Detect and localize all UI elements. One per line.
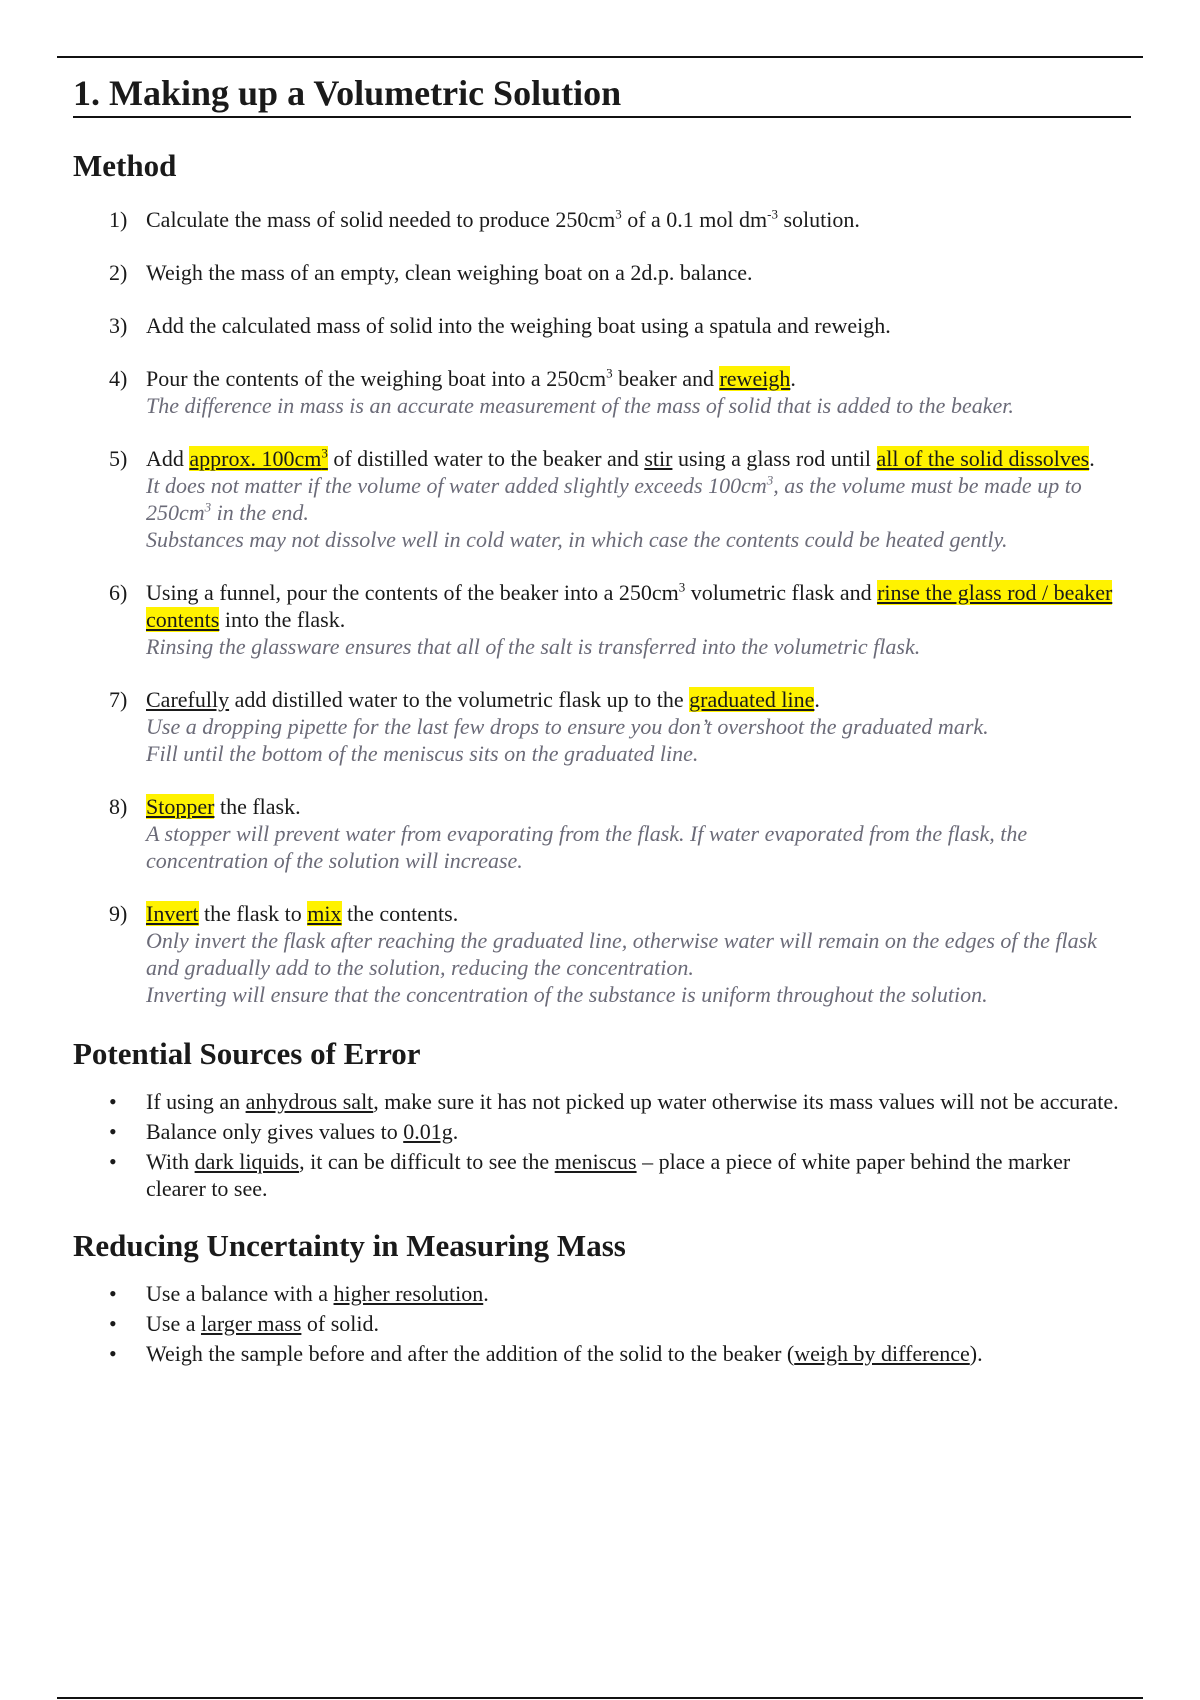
bullet-icon: • (109, 1119, 117, 1144)
step-9-note-1: Only invert the flask after reaching the graduated line, otherwise water will remain on the edges of the flask and gradually add to the solution, reducing the concentration. (146, 928, 1097, 980)
step-6: 6) Using a funnel, pour the contents of the beaker into a $250cm^3$ volumetric flask and rinse the glass rod / beaker contents into the flask. Rinsing the glassware ensures that all of the salt is transferred into the volumetric flask. (73, 579, 1131, 660)
step-1: 1) Calculate the mass of solid needed to produce $250cm^3$ of a 0.1 mol $dm^{-3}$ solution. (109, 206, 860, 232)
step-7-note-1: Use a dropping pipette for the last few drops to ensure you don’t overshoot the graduated mark. (146, 714, 989, 739)
step-9: 9) Invert the flask to mix the contents. Only invert the flask after reaching the graduated line, otherwise water will remain on the edges of the flask and gradually add to the solution, reducing the concentration. Inverting will ensure that the concentration of the substance is uniform throughout the solution. (73, 900, 1131, 1008)
list-item: • Balance only gives values to 0.01g. (109, 1119, 459, 1144)
bullet-icon: • (109, 1149, 117, 1174)
list-item: • Use a balance with a higher resolution. (109, 1281, 489, 1306)
bullet-icon: • (109, 1311, 117, 1336)
list-item: • Weigh the sample before and after the addition of the solid to the beaker (weigh by difference). (109, 1341, 983, 1366)
bottom-rule (57, 1697, 1143, 1699)
step-6-note: Rinsing the glassware ensures that all of the salt is transferred into the volumetric flask. (146, 634, 921, 659)
list-item: • With dark liquids, it can be difficult to see the meniscus – place a piece of white paper behind the marker clearer to see. (109, 1149, 1071, 1201)
bullet-icon: • (109, 1089, 117, 1114)
step-4: 4) Pour the contents of the weighing boat into a $250cm^3$ beaker and reweigh. The difference in mass is an accurate measurement of the mass of solid that is added to the beaker. (73, 365, 1131, 419)
reducing-heading: Reducing Uncertainty in Measuring Mass (73, 1228, 626, 1263)
document-page (73, 66, 1131, 1370)
step-7-note-2: Fill until the bottom of the meniscus sits on the graduated line. (146, 741, 699, 766)
list-item: • If using an anhydrous salt, make sure it has not picked up water otherwise its mass values will not be accurate. (109, 1089, 1119, 1114)
step-9-note-2: Inverting will ensure that the concentration of the substance is uniform throughout the solution. (146, 982, 988, 1007)
bullet-icon: • (109, 1341, 117, 1366)
step-8-note: A stopper will prevent water from evaporating from the flask. If water evaporated from the flask, the concentration of the solution will increase. (146, 821, 1028, 873)
step-8: 8) Stopper the flask. A stopper will prevent water from evaporating from the flask. If water evaporated from the flask, the concentration of the solution will increase. (73, 793, 1131, 874)
page-title: 1. Making up a Volumetric Solution (73, 66, 1131, 118)
step-7: 7) Carefully add distilled water to the volumetric flask up to the graduated line. Use a dropping pipette for the last few drops to ensure you don’t overshoot the graduated mark. Fill until the bottom of the meniscus sits on the graduated line. (73, 686, 1131, 767)
bullet-icon: • (109, 1281, 117, 1306)
errors-heading: Potential Sources of Error (73, 1036, 421, 1071)
step-5-note-2: Substances may not dissolve well in cold water, in which case the contents could be heated gently. (146, 527, 1008, 552)
list-item: • Use a larger mass of solid. (109, 1311, 380, 1336)
step-2: 2) Weigh the mass of an empty, clean weighing boat on a 2d.p. balance. (109, 260, 753, 285)
step-3: 3) Add the calculated mass of solid into the weighing boat using a spatula and reweigh. (109, 313, 891, 338)
step-5: 5) Add approx. $100cm^3$ of distilled water to the beaker and stir using a glass rod until all of the solid dissolves. It does not matter if the volume of water added slightly exceeds $100cm^3$, as the volume must be made up to $250cm^3$ in the end. Substances may not dissolve well in cold water, in which case the contents could be heated gently. (73, 445, 1131, 553)
method-heading: Method (73, 148, 177, 183)
reducing-list (73, 1280, 1131, 1367)
errors-list (73, 1088, 1131, 1202)
top-rule (57, 56, 1143, 58)
method-steps (73, 206, 1131, 1008)
step-4-note: The difference in mass is an accurate measurement of the mass of solid that is added to the beaker. (146, 393, 1014, 418)
step-5-note-1: It does not matter if the volume of water added slightly exceeds $100cm^3$, as the volume must be made up to $250cm^3$ in the end. (146, 472, 1082, 525)
